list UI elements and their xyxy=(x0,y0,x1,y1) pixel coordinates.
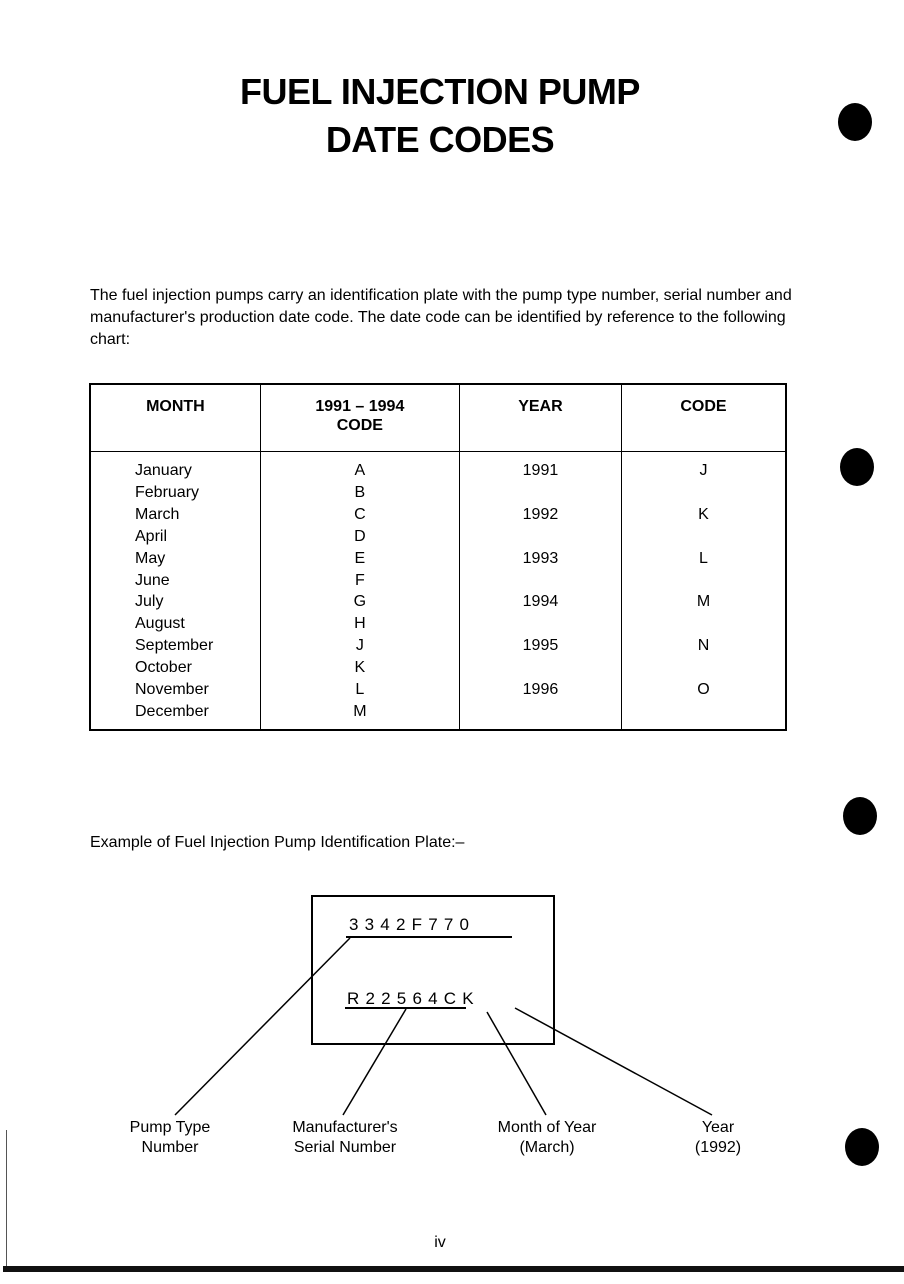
list-item: June xyxy=(135,571,170,589)
list-item: N xyxy=(697,637,710,655)
header-year: YEAR xyxy=(459,384,621,452)
callout-month xyxy=(457,1118,637,1158)
callout-serial-line2: Serial Number xyxy=(293,1139,397,1156)
title-line-2: DATE CODES xyxy=(325,119,555,160)
list-item: A xyxy=(354,462,366,479)
callout-year-line2: (1992) xyxy=(694,1139,742,1156)
list-item: April xyxy=(135,527,168,545)
list-item: M xyxy=(696,593,711,611)
list-item: November xyxy=(135,681,209,699)
list-item: October xyxy=(135,659,192,677)
list-item: M xyxy=(353,702,367,720)
list-item: 1995 xyxy=(522,637,559,655)
list-item: 1993 xyxy=(522,549,559,567)
callout-year xyxy=(628,1118,808,1158)
list-item: January xyxy=(135,462,192,479)
list-item: July xyxy=(135,593,164,611)
list-item: February xyxy=(135,483,200,501)
list-item: K xyxy=(698,505,709,523)
callout-month-line2: (March) xyxy=(519,1139,575,1156)
example-label: Example of Fuel Injection Pump Identification Plate:– xyxy=(90,834,465,851)
callout-pump-type-line2: Number xyxy=(141,1139,199,1156)
list-item: 1994 xyxy=(522,593,559,611)
plate-year-code: K xyxy=(462,989,480,1008)
callout-year-line1: Year xyxy=(701,1119,735,1136)
title-line-1: FUEL INJECTION PUMP xyxy=(240,71,640,112)
plate-month-code: C xyxy=(443,989,463,1008)
list-item: B xyxy=(354,483,366,501)
callout-serial-line1: Manufacturer's xyxy=(292,1119,398,1136)
header-month: MONTH xyxy=(90,384,260,452)
left-edge-rule xyxy=(6,1130,7,1270)
list-item: September xyxy=(135,637,214,655)
list-item: December xyxy=(135,702,209,720)
callout-pump-type xyxy=(80,1118,260,1158)
list-item: H xyxy=(354,615,366,633)
header-year-code: CODE xyxy=(621,384,786,452)
callout-pump-type-line1: Pump Type xyxy=(129,1119,211,1136)
list-item: K xyxy=(354,659,366,677)
intro-paragraph: The fuel injection pumps carry an identification plate with the pump type number, serial number and manufacturer's production date code. The date code can be identified by reference to the following chart: xyxy=(90,287,792,348)
list-item: 1992 xyxy=(522,505,559,523)
list-item: D xyxy=(354,527,366,545)
list-item: August xyxy=(135,615,185,633)
callout-serial-number xyxy=(255,1118,435,1158)
list-item: L xyxy=(699,549,708,567)
plate-pump-type-number: 3342F770 xyxy=(349,915,476,934)
list-item: G xyxy=(353,593,367,611)
list-item: May xyxy=(135,549,166,567)
bottom-rule xyxy=(3,1266,904,1272)
list-item: J xyxy=(699,462,708,479)
page-number: iv xyxy=(434,1234,446,1251)
list-item: 1996 xyxy=(522,681,559,699)
list-item: 1991 xyxy=(522,462,559,479)
header-code-range: 1991 – 1994 xyxy=(315,398,405,415)
plate-serial-number: R22564 xyxy=(347,989,444,1008)
list-item: E xyxy=(354,549,366,567)
list-item: L xyxy=(355,681,365,699)
list-item: O xyxy=(697,681,710,699)
list-item: J xyxy=(355,637,364,655)
header-code-label: CODE xyxy=(336,417,383,434)
list-item: F xyxy=(354,571,365,589)
list-item: March xyxy=(135,505,180,523)
callout-month-line1: Month of Year xyxy=(497,1119,597,1136)
list-item: C xyxy=(354,505,366,523)
